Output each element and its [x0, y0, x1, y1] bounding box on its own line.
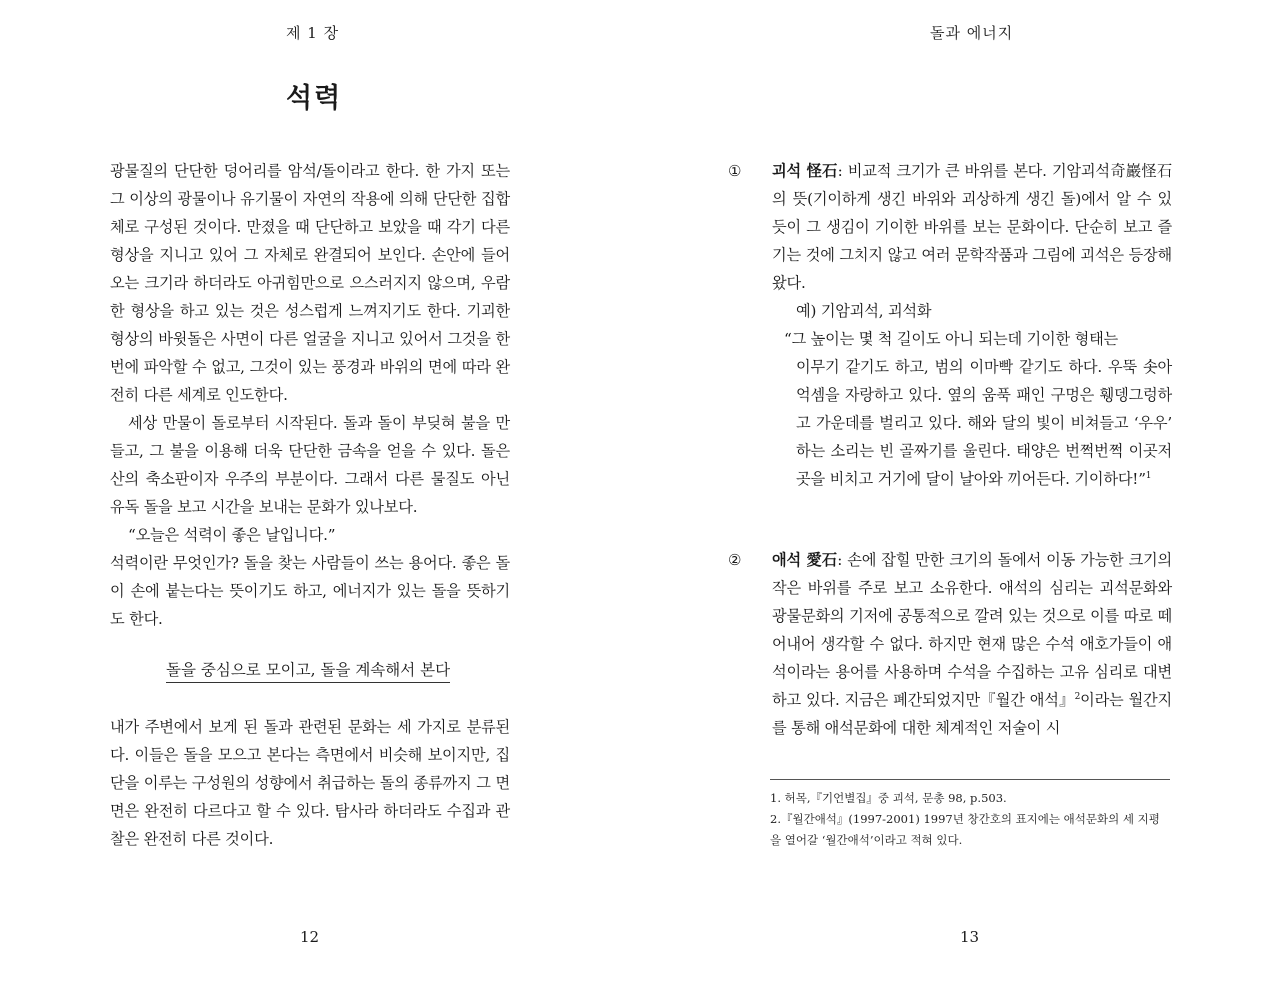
quote-first-line: “그 높이는 몇 척 길이도 아니 되는데 기이한 형태는 [784, 330, 1119, 348]
footnote-rule [770, 779, 1170, 780]
footnote-ref[interactable]: 2 [1074, 691, 1081, 702]
page-number-right: 13 [960, 928, 980, 946]
quote-body [772, 353, 1172, 493]
paragraph-definition: 광물질의 단단한 덩어리를 암석/돌이라고 한다. 한 가지 또는 그 이상의 광물이나 유기물이 자연의 작용에 의해 단단한 집합체로 구성된 것이다. 만졌을 때 단단하고 보았을 때 각기 다른 형상을 지니고 있어 그 자체로 완결되어 보인다. 손안에 들어오는 크기라 하더라도 아귀힘만으로 으스러지지 않으며, 우람한 형상을 하고 있는 것은 성스럽게 느껴지기도 한다. 기괴한 형상의 바윗돌은 사면이 다른 얼굴을 지니고 있어서 그것을 한 번에 파악할 수 없고, 그것이 있는 풍경과 바위의 면에 따라 완전히 다른 세계로 인도한다. [110, 162, 510, 404]
paragraph-origin: 세상 만물이 돌로부터 시작된다. 돌과 돌이 부딪혀 불을 만들고, 그 불을 이용해 더욱 단단한 금속을 얻을 수 있다. 돌은 산의 축소판이자 우주의 부분이다. 그래서 다른 물질도 아닌 유독 돌을 보고 시간을 보내는 문화가 있나보다. [110, 414, 510, 516]
item-text: : 손에 잡힐 만한 크기의 돌에서 이동 가능한 크기의 작은 바위를 주로 보고 소유한다. 애석의 심리는 괴석문화와 광물문화의 기저에 공통적으로 깔려 있는 것으로 이를 따로 떼어내어 생각할 수 없다. 하지만 현재 많은 수석 애호가들이 애석이라는 용어를 사용하며 수석을 수집하는 고유 심리로 대변하고 있다. 지금은 폐간되었지만『월간 애석』 [772, 551, 1172, 709]
running-head-chapter: 제 1 장 [286, 24, 340, 42]
footnotes [770, 788, 1170, 851]
item-term: 애석 愛石 [772, 551, 838, 569]
quote-line: “오늘은 석력이 좋은 날입니다.” [128, 526, 336, 544]
item-paragraph [772, 157, 1172, 297]
list-item-aeseok [728, 546, 1172, 742]
item-content [772, 157, 1172, 493]
list-item-goeseok [728, 157, 1172, 493]
paragraph-classification: 내가 주변에서 보게 된 돌과 관련된 문화는 세 가지로 분류된다. 이들은 돌을 모으고 본다는 측면에서 비슷해 보이지만, 집단을 이루는 구성원의 성향에서 취급하는 돌의 종류까지 그 면면은 완전히 다르다고 할 수 있다. 탐사라 하더라도 수집과 관찰은 완전히 다른 것이다. [110, 718, 510, 848]
running-head-title: 돌과 에너지 [930, 24, 1014, 42]
item-text: : 비교적 크기가 큰 바위를 본다. 기암괴석奇巖怪石의 뜻(기이하게 생긴 바위와 괴상하게 생긴 돌)에서 알 수 있듯이 그 생김이 기이한 바위를 보는 문화이다. 단순히 보고 즐기는 것에 그치지 않고 여러 문학작품과 그림에 괴석은 등장해왔다. [772, 162, 1172, 292]
footnote-1: 1. 허목,『기언별집』중 괴석, 문총 98, p.503. [770, 791, 1007, 805]
chapter-title: 석력 [286, 83, 343, 114]
paragraph-seokryeok: 석력이란 무엇인가? 돌을 찾는 사람들이 쓰는 용어다. 좋은 돌이 손에 붙는다는 뜻이기도 하고, 에너지가 있는 돌을 뜻하기도 한다. [110, 554, 510, 628]
item-text-continued: 이라는 월간지를 통해 애석문화에 대한 체계적인 저술이 시 [772, 691, 1172, 737]
intro-text [110, 157, 510, 633]
quote-text: 이무기 같기도 하고, 범의 이마빡 같기도 하다. 우뚝 솟아 억셈을 자랑하고 있다. 옆의 움푹 패인 구멍은 휑뎅그렁하고 가운데를 벌리고 있다. 해와 달의 빛이 비쳐들고 ‘우우’ 하는 소리는 빈 골짜기를 울린다. 태양은 번쩍번쩍 이곳저곳을 비치고 거기에 달이 날아와 끼어든다. 기이하다!” [796, 358, 1172, 488]
section-text [110, 713, 510, 853]
footnote-2: 2.『월간애석』(1997-2001) 1997년 창간호의 표지에는 애석문화의 세 지평을 열어갈 ‘월간애석’이라고 적혀 있다. [770, 812, 1160, 847]
item-marker: ② [728, 551, 742, 569]
section-heading: 돌을 중심으로 모이고, 돌을 계속해서 본다 [166, 658, 450, 683]
item-paragraph [772, 546, 1172, 742]
page-number-left: 12 [300, 928, 320, 946]
item-marker: ① [728, 162, 742, 180]
item-term: 괴석 怪石 [772, 162, 838, 180]
footnote-ref[interactable]: 1 [1145, 470, 1152, 481]
example-line: 예) 기암괴석, 괴석화 [796, 302, 932, 320]
item-content [772, 546, 1172, 742]
